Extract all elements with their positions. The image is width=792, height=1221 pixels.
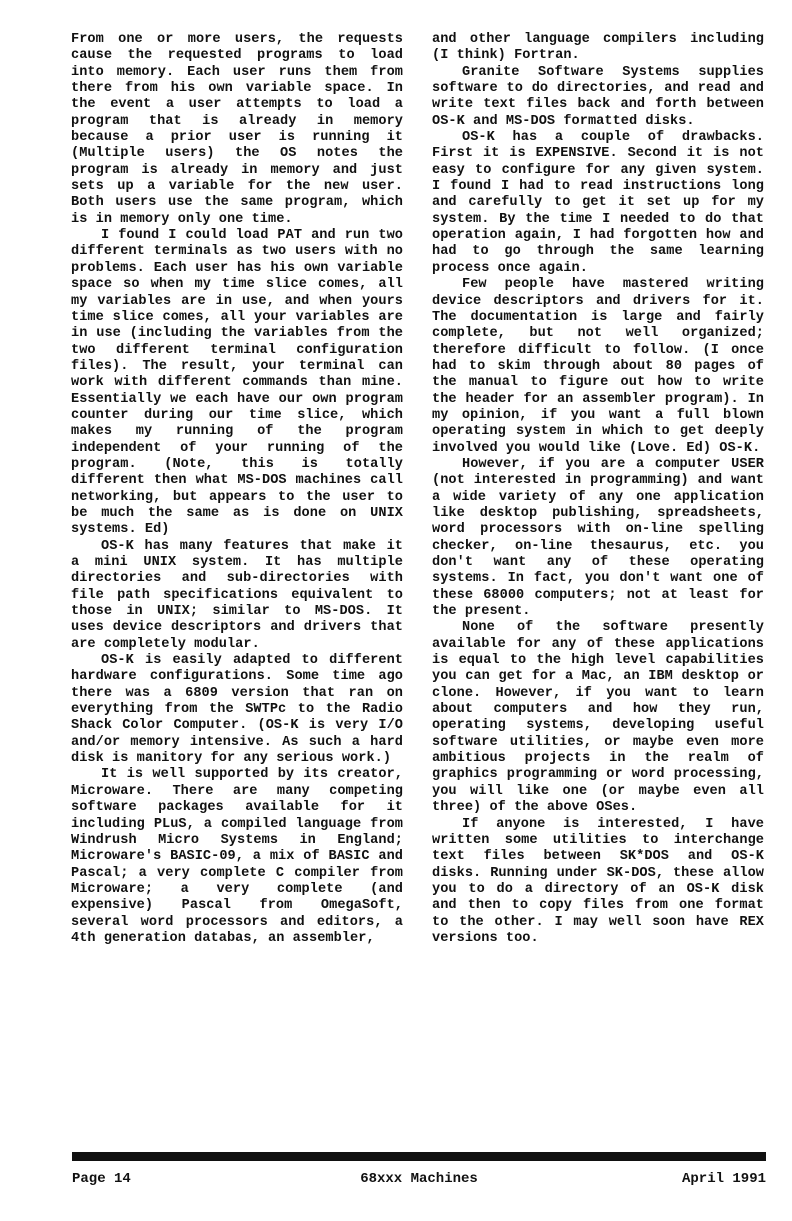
paragraph: None of the software presently available for any of these applications is equal to the high level capabilities you can get for a Mac, an IBM desktop or clone. However, if you want to learn about computers and how they run, operating systems, developing useful software utilities, or maybe even more ambitious projects in the realm of graphics programming or word processing, you will like one (or maybe even all three) of the above OSes. <box>432 620 764 816</box>
issue-date: April 1991 <box>681 1171 766 1187</box>
paragraph: Granite Software Systems supplies software to do directories, and read and write text files back and forth between OS-K and MS-DOS formatted disks. <box>432 64 764 129</box>
paragraph: OS-K is easily adapted to different hardware configurations. Some time ago there was a 6809 version that ran on everything from the SWTPc to the Radio Shack Color Computer. (OS-K is very I/O and/or memory intensive. As such a hard disk is manitory for any serious work.) <box>71 653 403 767</box>
paragraph: OS-K has many features that make it a mini UNIX system. It has multiple directories and sub-directories with file path specifications equivalent to those in UNIX; similar to MS-DOS. It uses device descriptors and drivers that are completely modular. <box>71 538 403 652</box>
paragraph: From one or more users, the requests cause the requested programs to load into memory. Each user runs them from there from his own variable space. In the event a user attempts to load a program that is already in memory because a prior user is running it (Multiple users) the OS notes the program is already in memory and just sets up a variable for the new user. Both users use the same program, which is in memory only one time. <box>71 32 403 227</box>
left-column <box>71 32 403 947</box>
paragraph: It is well supported by its creator, Microware. There are many competing software packages available for it including PLuS, a compiled language from Windrush Micro Systems in England; Microware's BASIC-09, a mix of BASIC and Pascal; a very complete C compiler from Microware; a very complete (and expensive) Pascal from OmegaSoft, several word processors and editors, a 4th generation databas, an assembler, <box>71 767 403 946</box>
paragraph: and other language compilers including (I think) Fortran. <box>432 32 764 64</box>
page-number: Page 14 <box>72 1171 131 1187</box>
footer-divider <box>72 1152 766 1161</box>
paragraph: I found I could load PAT and run two different terminals as two users with no problems. Each user has his own variable space so when my time slice comes, all my variables are in use, and when yours time slice comes, all your variables are in use (including the variables from the two different terminal configuration files). The result, your terminal can work with different commands than mine. Essentially we each have our own program counter during our time slice, which makes my running of the program independent of your running of the program. (Note, this is totally different then what MS-DOS machines call networking, but appears to the user to be much the same as is done on UNIX systems. Ed) <box>71 228 403 538</box>
publication-title: 68xxx Machines <box>360 1171 478 1187</box>
paragraph: OS-K has a couple of drawbacks. First it is EXPENSIVE. Second it is not easy to configure for any given system. I found I had to read instructions long and carefully to get it set up for my system. By the time I needed to do that operation again, I had forgotten how and had to go through the same learning process once again. <box>432 130 764 276</box>
paragraph: However, if you are a computer USER (not interested in programming) and want a wide variety of any one application like desktop publishing, spreadsheets, word processors with on-line spelling checker, on-line thesaurus, etc. you don't want any of these operating systems. In fact, you don't want one of these 68000 computers; not at least for the present. <box>432 456 764 620</box>
paragraph: Few people have mastered writing device descriptors and drivers for it. The documentation is large and fairly complete, but not well organized; therefore difficult to follow. (I once had to skim through about 80 pages of the manual to figure out how to write the header for an assembler program). In my opinion, if you want a full blown operating system in which to get deeply involved you would like (Love. Ed) OS-K. <box>432 277 764 456</box>
paragraph: If anyone is interested, I have written some utilities to interchange text files between SK*DOS and OS-K disks. Running under SK-DOS, these allow you to do a directory of an OS-K disk and then to copy files from one format to the other. I may well soon have REX versions too. <box>432 816 764 946</box>
right-column <box>432 32 764 947</box>
page-footer <box>72 1171 766 1191</box>
